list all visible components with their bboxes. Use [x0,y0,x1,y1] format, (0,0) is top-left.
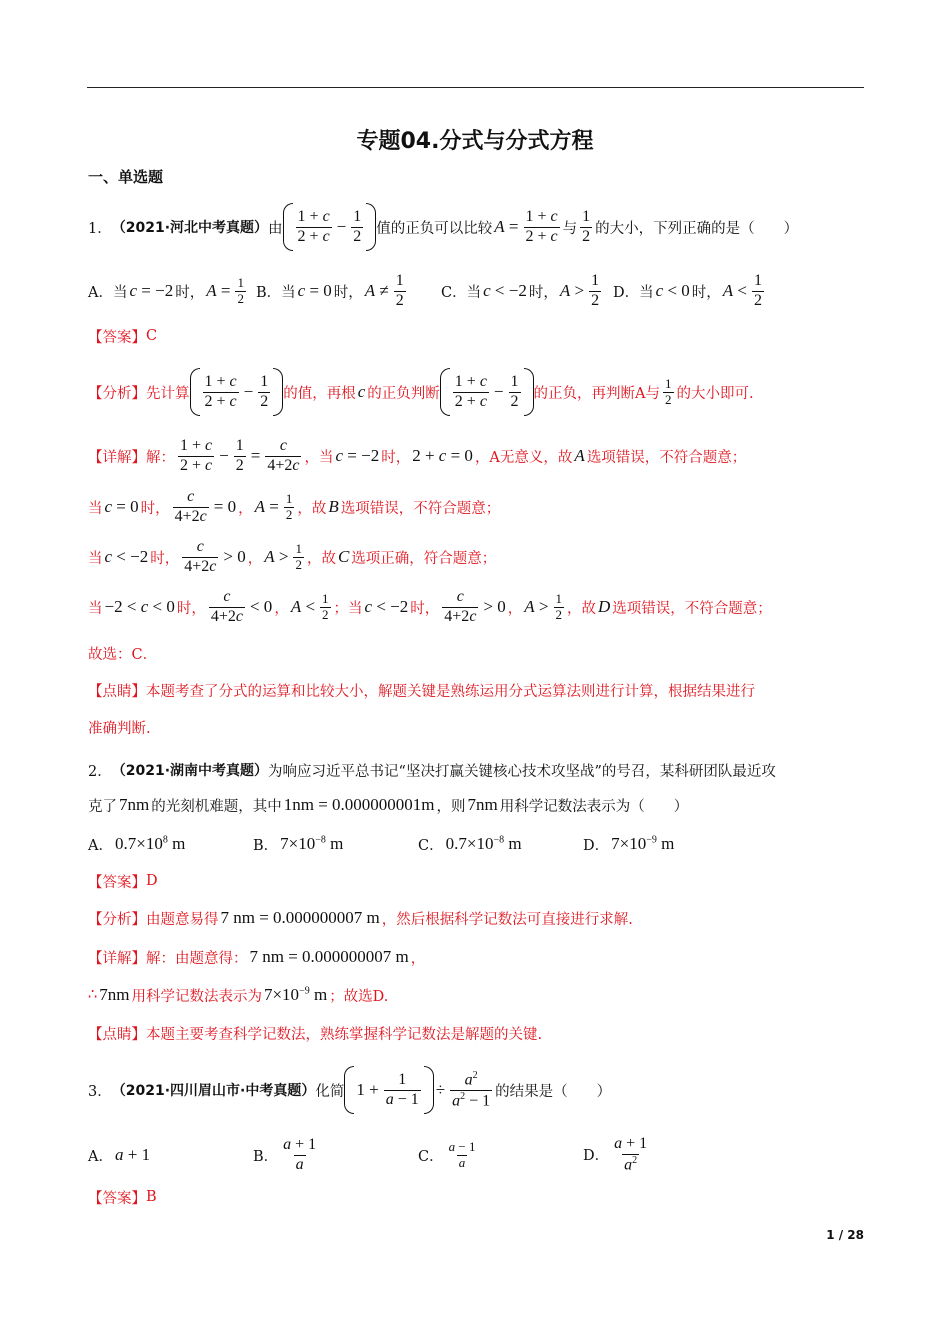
q3-option-d[interactable]: D． $\frac{a + 1}{a^2}$ [583,1135,648,1174]
q3-stem: 3． （2021·四川眉山市·中考真题） 化简 1 + $\frac{1}{a - 1}$ ÷ $\frac{a^2}{a^2 - 1}$ 的结果是（ ） [88,1065,868,1115]
page-title: 专题04.分式与分式方程 [356,129,594,154]
header-rule [87,87,864,88]
page-number: 1 / 28 [826,1228,864,1242]
q1-stem: 1． （2021·河北中考真题） 由 $\frac{1 + c}{2 + c}$ − $\frac{1}{2}$ 值的正负可以比较 A = $\frac{1 + c}{2 + c}$ 与 $\frac{1}{2}$ 的大小，下列正确的是（ ） [88,202,868,252]
q1-expression: $\frac{1 + c}{2 + c}$ − $\frac{1}{2}$ [283,203,377,251]
q2-detail: 【详解】 解：由题意得： 7 nm = 0.000000007 m ， [88,947,426,967]
q1-detail-1: 【详解】 解： $\frac{1 + c}{2 + c}$ − $\frac{1}{2}$ = $\frac{c}{4+2c}$ ，当 c = −2 时， 2 + c = 0 ，A无意义，故 A 选项错误，不符合题意； [88,437,747,474]
q3-options [88,1130,868,1180]
q2-stem-2: 克了 7nm 的光刻机难题，其中 1nm = 0.000000001m ，则 7nm 用科学记数法表示为（ ） [88,795,689,815]
q1-conclusion: 故选：C． [88,646,158,663]
q1-option-a[interactable]: A．当 c = −2 时， A = $\frac{1}{2}$ [88,274,244,306]
q1-options [88,266,868,316]
q2-therefore: ∴ 7nm 用科学记数法表示为 $7\times 10^{-9}$ m ；故选D. [88,985,389,1005]
q3-option-b[interactable]: B． $\frac{a + 1}{a}$ [253,1136,317,1173]
q2-analysis: 【分析】 由题意易得 7 nm = 0.000000007 m ，然后根据科学记数法可直接进行求解. [88,908,633,928]
q1-comment-1: 【点睛】 本题考查了分式的运算和比较大小，解题关键是熟练运用分式运算法则进行计算，根据结果进行 [88,683,755,700]
q1-detail-3: 当 c < −2 时， $\frac{c}{4+2c}$ > 0 ， A > $\frac{1}{2}$ ，故 C 选项正确，符合题意； [88,538,497,575]
q1-analysis: 【分析】 先计算 $\frac{1 + c}{2 + c}$ − $\frac{1}{2}$ 的值，再根 c 的正负判断 $\frac{1 + c}{2 + c}$ − $\frac{1}{2}$ 的正负，再判断A与 $\frac{1}{2}$ 的大小即可. [88,367,868,417]
q1-option-d[interactable]: D．当 c < 0 时， A < $\frac{1}{2}$ [613,272,763,309]
q1-detail-4: 当 −2 < c < 0 时， $\frac{c}{4+2c}$ < 0 ， A < $\frac{1}{2}$ ；当 c < −2 时， $\frac{c}{4+2c}$ > 0 ， A > $\frac{1}{2}$ ，故 D 选项错误，不符合题意； [88,588,772,625]
q2-options [88,829,868,859]
q3-option-a[interactable]: A． a + 1 [88,1145,151,1165]
q2-option-d[interactable]: D． $7\times 10^{-9}$ m [583,834,675,854]
q2-option-c[interactable]: C． $0.7\times 10^{-8}$ m [418,834,522,854]
q1-option-b[interactable]: B．当 c = 0 时， A ≠ $\frac{1}{2}$ [256,272,404,309]
q1-comment-2: 准确判断. [88,720,151,737]
q2-comment: 【点睛】 本题主要考查科学记数法，熟练掌握科学记数法是解题的关键. [88,1026,543,1043]
q2-stem-1: 2． （2021·湖南中考真题） 为响应习近平总书记“坚决打赢关键核心技术攻坚战”的号召，某科研团队最近攻 [88,763,776,780]
q3-answer: 【答案】 B [88,1189,157,1207]
q2-option-a[interactable]: A． $0.7\times 10^8$ m [88,834,186,854]
q2-answer: 【答案】 D [88,873,158,891]
q1-detail-2: 当 c = 0 时， $\frac{c}{4+2c}$ = 0 ， A = $\frac{1}{2}$ ，故 B 选项错误，不符合题意； [88,488,501,525]
q3-option-c[interactable]: C． $\frac{a - 1}{a}$ [418,1138,476,1170]
q2-option-b[interactable]: B． $7\times 10^{-8}$ m [253,834,344,854]
q1-answer: 【答案】 C [88,328,158,346]
section-heading: 一、单选题 [88,168,164,186]
q1-option-c[interactable]: C．当 c < −2 时， A > $\frac{1}{2}$ [441,272,600,309]
